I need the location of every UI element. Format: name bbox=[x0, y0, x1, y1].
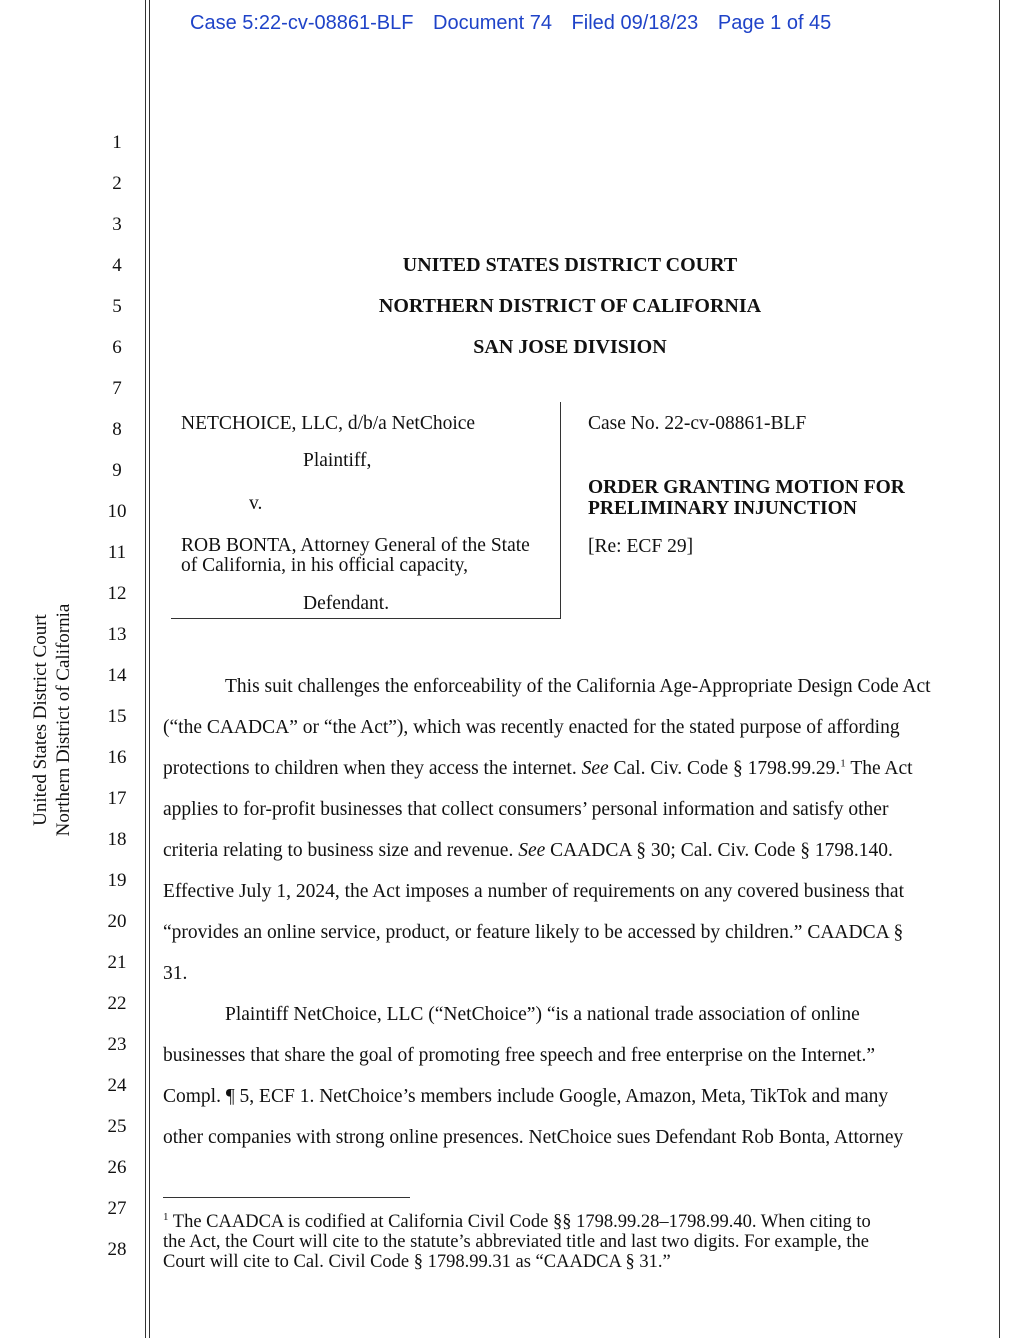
caption-defendant-line1: ROB BONTA, Attorney General of the State bbox=[181, 535, 530, 556]
paragraph-1-line-4: applies to for-profit businesses that collect consumers’ personal information and satisfy other bbox=[163, 799, 889, 820]
side-court-label bbox=[29, 604, 75, 837]
caption-defendant-line2: of California, in his official capacity, bbox=[181, 555, 468, 576]
footnote-separator bbox=[163, 1197, 410, 1198]
paragraph-1-line-2: (“the CAADCA” or “the Act”), which was recently enacted for the stated purpose of affording bbox=[163, 717, 900, 738]
line-number: 14 bbox=[107, 665, 127, 686]
paragraph-2-line-1: Plaintiff NetChoice, LLC (“NetChoice”) “is a national trade association of online bbox=[225, 1004, 860, 1025]
left-margin-rule-outer bbox=[145, 0, 146, 1338]
line-number: 1 bbox=[112, 132, 122, 153]
court-district: NORTHERN DISTRICT OF CALIFORNIA bbox=[378, 295, 762, 317]
ecf-reference: [Re: ECF 29] bbox=[588, 536, 694, 557]
line-number: 27 bbox=[107, 1198, 127, 1219]
line-number: 15 bbox=[107, 706, 127, 727]
paragraph-1-line-1: This suit challenges the enforceability of the California Age-Appropriate Design Code Act bbox=[225, 676, 931, 697]
side-label-line2: Northern District of California bbox=[53, 603, 74, 837]
caption-versus: v. bbox=[249, 493, 263, 514]
line-number: 20 bbox=[107, 911, 127, 932]
court-division: SAN JOSE DIVISION bbox=[473, 336, 667, 358]
left-margin-rule-inner bbox=[149, 0, 150, 1338]
footnote-1 bbox=[163, 1212, 871, 1272]
filing-header bbox=[190, 12, 845, 35]
line-number: 22 bbox=[107, 993, 127, 1014]
paragraph-1-line-3: protections to children when they access the internet. See Cal. Civ. Code § 1798.99.29.$^1$ The Act bbox=[163, 757, 913, 779]
line-number: 9 bbox=[112, 460, 122, 481]
line-number: 2 bbox=[112, 173, 122, 194]
line-number: 24 bbox=[107, 1075, 127, 1096]
header-document-number: Document 74 bbox=[433, 12, 552, 34]
right-margin-rule bbox=[999, 0, 1000, 1338]
caption-defendant bbox=[181, 536, 530, 576]
footnote-line-2: the Act, the Court will cite to the statute’s abbreviated title and last two digits. For example, the bbox=[163, 1232, 869, 1252]
line-number: 3 bbox=[112, 214, 122, 235]
line-number: 23 bbox=[107, 1034, 127, 1055]
paragraph-2-line-4: other companies with strong online presences. NetChoice sues Defendant Rob Bonta, Attorney bbox=[163, 1127, 904, 1148]
caption-divider bbox=[560, 402, 561, 619]
caption-plaintiff-role: Plaintiff, bbox=[303, 450, 372, 471]
line-number: 21 bbox=[107, 952, 127, 973]
order-title bbox=[588, 477, 905, 519]
line-number: 6 bbox=[112, 337, 122, 358]
line-number: 4 bbox=[112, 255, 122, 276]
line-number: 18 bbox=[107, 829, 127, 850]
line-number: 8 bbox=[112, 419, 122, 440]
caption-underline bbox=[171, 618, 561, 619]
line-number: 26 bbox=[107, 1157, 127, 1178]
line-number: 12 bbox=[107, 583, 127, 604]
header-case-number: Case 5:22-cv-08861-BLF bbox=[190, 12, 414, 34]
header-page-number: Page 1 of 45 bbox=[717, 12, 832, 34]
line-number: 13 bbox=[107, 624, 127, 645]
paragraph-2-line-2: businesses that share the goal of promoting free speech and free enterprise on the Internet.” bbox=[163, 1045, 876, 1066]
line-number: 17 bbox=[107, 788, 127, 809]
line-number: 5 bbox=[112, 296, 122, 317]
header-filed-date: Filed 09/18/23 bbox=[571, 12, 699, 34]
order-title-line1: ORDER GRANTING MOTION FOR bbox=[588, 477, 905, 498]
footnote-marker: 1 bbox=[163, 1210, 169, 1223]
paragraph-2-line-3: Compl. ¶ 5, ECF 1. NetChoice’s members include Google, Amazon, Meta, TikTok and many bbox=[163, 1086, 889, 1107]
line-number: 19 bbox=[107, 870, 127, 891]
paragraph-1-line-6: Effective July 1, 2024, the Act imposes a number of requirements on any covered business that bbox=[163, 881, 904, 902]
line-number: 25 bbox=[107, 1116, 127, 1137]
line-number: 28 bbox=[107, 1239, 127, 1260]
line-number: 16 bbox=[107, 747, 127, 768]
line-number: 11 bbox=[107, 542, 127, 563]
side-label-line1: United States District Court bbox=[30, 614, 51, 826]
caption-defendant-role: Defendant. bbox=[303, 593, 390, 614]
line-number: 7 bbox=[112, 378, 122, 399]
paragraph-1-line-5: criteria relating to business size and revenue. See CAADCA § 30; Cal. Civ. Code § 1798.140. bbox=[163, 840, 893, 861]
footnote-line-3: Court will cite to Cal. Civil Code § 1798.99.31 as “CAADCA § 31.” bbox=[163, 1252, 671, 1272]
footnote-line-1: $^1$ The CAADCA is codified at California Civil Code §§ 1798.99.28–1798.99.40. When citing to bbox=[163, 1210, 871, 1232]
line-number: 10 bbox=[107, 501, 127, 522]
footnote-reference: 1 bbox=[840, 757, 846, 770]
order-title-line2: PRELIMINARY INJUNCTION bbox=[588, 498, 857, 519]
paragraph-1-line-7: “provides an online service, product, or feature likely to be accessed by children.” CAADCA § bbox=[163, 922, 904, 943]
caption-plaintiff: NETCHOICE, LLC, d/b/a NetChoice bbox=[181, 413, 476, 434]
paragraph-1-line-8: 31. bbox=[163, 963, 188, 984]
case-number: Case No. 22-cv-08861-BLF bbox=[588, 413, 807, 434]
court-name: UNITED STATES DISTRICT COURT bbox=[402, 254, 738, 276]
